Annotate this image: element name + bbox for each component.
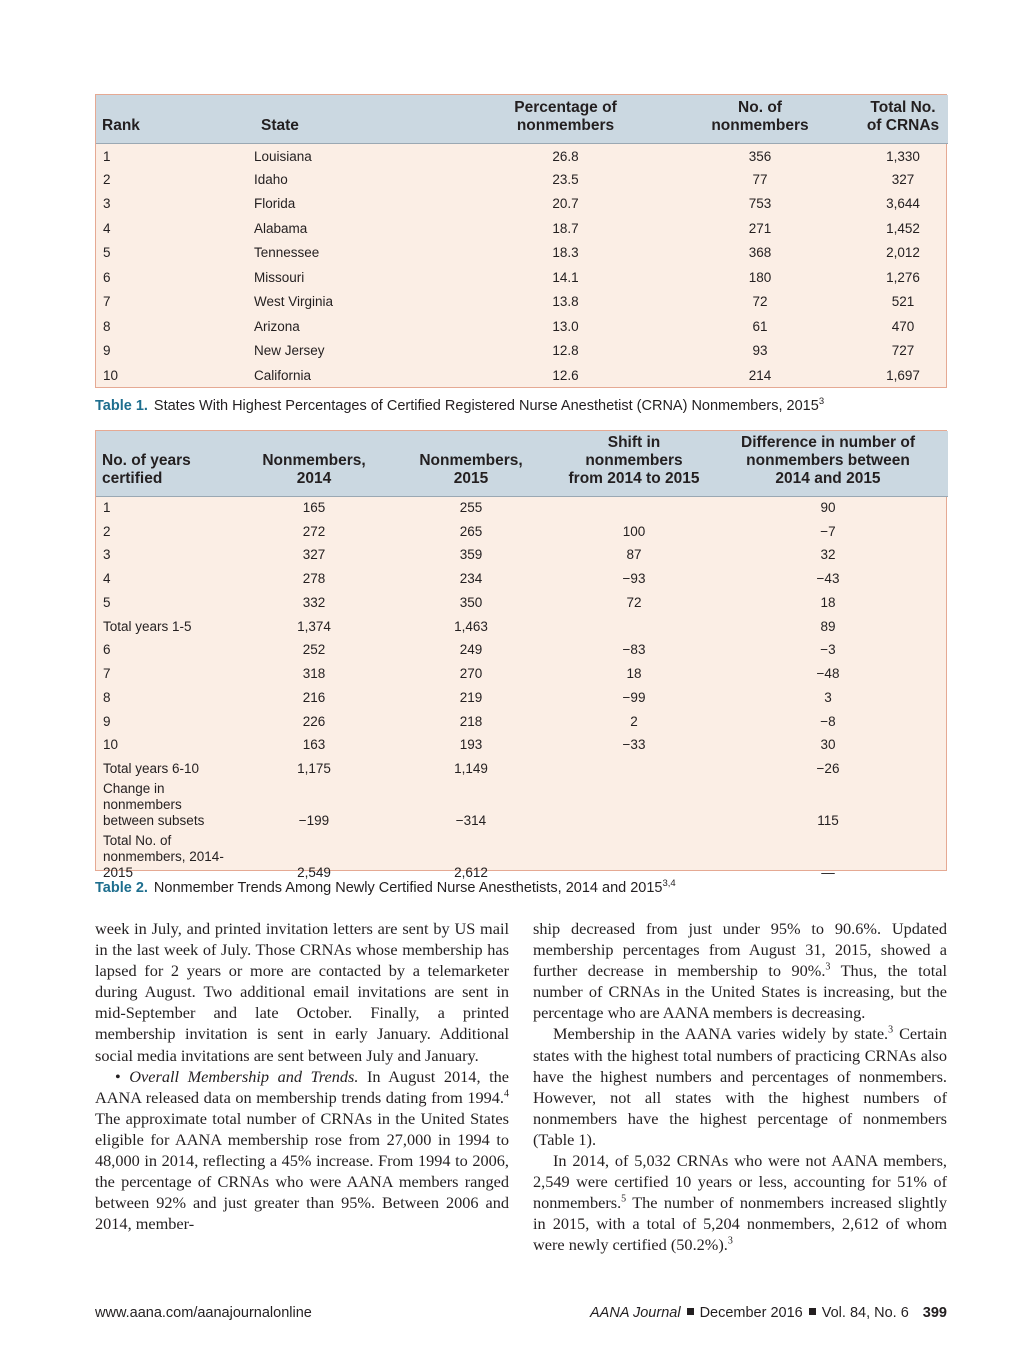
cell-state: New Jersey (254, 343, 325, 359)
caption-ref: 3 (818, 396, 825, 407)
caption-ref: 3,4 (662, 878, 676, 889)
caption-label: Table 1. (95, 397, 148, 414)
cell-shift: 72 (626, 594, 642, 610)
cell-percentage: 26.8 (552, 148, 579, 164)
cell-number: 368 (748, 245, 772, 261)
cell-total: 2,012 (886, 245, 920, 261)
footer-volume: Vol. 84, No. 6 (821, 1305, 909, 1321)
col-header-number: No. of nonmembers (662, 95, 858, 143)
cell-rank: 3 (103, 196, 111, 212)
cell-nonmembers-2015: 218 (459, 713, 483, 729)
cell-difference: 18 (820, 594, 836, 610)
cell-nonmembers-2014: 252 (302, 642, 326, 658)
cell-total: 3,644 (886, 196, 920, 212)
table-header-row (96, 95, 948, 143)
cell-difference: 3 (824, 689, 832, 705)
cell-state: Missouri (254, 269, 305, 285)
cell-number: 356 (748, 148, 772, 164)
cell-rank: 5 (103, 245, 111, 261)
cell-shift: −99 (622, 689, 646, 705)
cell-years: Total years 1-5 (103, 618, 192, 634)
cell-rank: 9 (103, 343, 111, 359)
cell-years: 10 (103, 737, 119, 753)
col-header-nonmembers-2015: Nonmembers, 2015 (382, 431, 560, 496)
footer-url[interactable]: www.aana.com/aanajournalonline (95, 1305, 312, 1321)
cell-shift (560, 496, 708, 520)
cell-difference: 30 (820, 737, 836, 753)
cell-nonmembers-2014: 318 (302, 666, 326, 682)
table-row (96, 496, 948, 520)
cell-nonmembers-2014: 1,175 (297, 761, 331, 777)
cell-years: 1 (103, 500, 111, 516)
cell-total: 470 (891, 318, 915, 334)
table-row (96, 615, 948, 639)
cell-nonmembers-2015: 219 (459, 689, 483, 705)
table-row (96, 686, 948, 710)
citation-ref: 4 (504, 1088, 509, 1100)
cell-years: 5 (103, 594, 111, 610)
cell-nonmembers-2015: 270 (459, 666, 483, 682)
table-row (96, 315, 948, 340)
cell-number: 61 (752, 318, 768, 334)
table-1 (95, 94, 947, 388)
cell-nonmembers-2014: 163 (302, 737, 326, 753)
cell-total: 1,330 (886, 148, 920, 164)
table-row (96, 192, 948, 217)
cell-percentage: 20.7 (552, 196, 579, 212)
paragraph: In 2014, of 5,032 CRNAs who were not AANA members, 2,549 were certified 10 years or less, accounting for 51% of nonmembers.$^5$ The number of nonmembers increased slightly in 2015, with a total of 5,204 nonmembers, 2,612 of whom were newly certified (50.2%).$^3$ (533, 1151, 947, 1255)
cell-total: 327 (891, 171, 915, 187)
cell-percentage: 12.8 (552, 343, 579, 359)
cell-nonmembers-2014: 1,374 (297, 618, 331, 634)
paragraph: ship decreased from just under 95% to 90.6%. Updated membership percentages from August 31, 2015, showed a further decrease in membership to 90%.$^3$ Thus, the total number of CRNAs in the United States is increasing, but the percentage who are AANA members is decreasing. (533, 919, 948, 1023)
table-row (96, 339, 948, 364)
table-header-row (96, 431, 948, 496)
cell-percentage: 18.3 (552, 245, 579, 261)
cell-shift: −33 (622, 737, 646, 753)
cell-shift: 100 (622, 523, 646, 539)
table-row (96, 591, 948, 615)
cell-nonmembers-2014: 332 (302, 594, 326, 610)
cell-years: Total No. of nonmembers, 2014-2015 (103, 833, 224, 880)
cell-years: 4 (103, 571, 111, 587)
cell-rank: 7 (103, 294, 111, 310)
col-header-nonmembers-2014: Nonmembers, 2014 (246, 431, 382, 496)
table-row (96, 662, 948, 686)
cell-state: California (254, 367, 312, 383)
cell-total: 1,276 (886, 269, 920, 285)
cell-state: West Virginia (254, 294, 334, 310)
cell-nonmembers-2015: 1,149 (454, 761, 488, 777)
cell-number: 214 (748, 367, 772, 383)
cell-nonmembers-2014: 216 (302, 689, 326, 705)
cell-percentage: 23.5 (552, 171, 579, 187)
cell-total: 1,452 (886, 220, 920, 236)
cell-nonmembers-2015: −314 (455, 813, 487, 828)
cell-years: 9 (103, 713, 111, 729)
table-row (96, 241, 948, 266)
cell-years: 3 (103, 547, 111, 563)
table-row (96, 734, 948, 758)
cell-percentage: 13.8 (552, 294, 579, 310)
cell-shift (560, 781, 708, 833)
cell-nonmembers-2014: 2,549 (297, 865, 331, 880)
col-header-percentage: Percentage of nonmembers (469, 95, 662, 143)
cell-difference: −26 (816, 761, 840, 777)
cell-state: Alabama (254, 220, 308, 236)
cell-difference: −7 (820, 523, 836, 539)
cell-nonmembers-2014: 226 (302, 713, 326, 729)
cell-shift: 18 (626, 666, 642, 682)
page-number: 399 (922, 1305, 947, 1321)
cell-nonmembers-2014: 327 (302, 547, 326, 563)
cell-number: 72 (752, 294, 768, 310)
table-1-caption (95, 396, 824, 414)
cell-years: Total years 6-10 (103, 761, 200, 777)
cell-years: Change in nonmembers between subsets (103, 781, 205, 828)
cell-total: 521 (891, 294, 915, 310)
cell-rank: 10 (103, 367, 119, 383)
cell-difference: −43 (816, 571, 840, 587)
cell-rank: 4 (103, 220, 111, 236)
square-bullet-icon (809, 1308, 816, 1315)
cell-difference: 90 (820, 500, 836, 516)
cell-shift: 87 (626, 547, 642, 563)
paragraph: • Overall Membership and Trends. In August 2014, the AANA released data on membership trends dating from 1994.$^4$ The approximate total number of CRNAs in the United States eligible for AANA membership rose from 27,000 in 1994 to 48,000 in 2014, reflecting a 45% increase. From 1994 to 2006, the percentage of CRNAs who were AANA members ranged between 92% and just greater than 95%. Between 2006 and 2014, member- (95, 1066, 509, 1234)
table-2 (95, 430, 947, 880)
cell-number: 271 (748, 220, 772, 236)
caption-text: States With Highest Percentages of Certified Registered Nurse Anesthetist (CRNA) Nonmembers, 2015 (153, 397, 819, 414)
body-column-left (95, 918, 509, 1234)
footer-journal: AANA Journal (590, 1305, 681, 1321)
caption-text: Nonmember Trends Among Newly Certified Nurse Anesthetists, 2014 and 2015 (153, 879, 663, 896)
cell-state: Louisiana (254, 148, 312, 164)
table-row (96, 544, 948, 568)
col-header-shift: Shift in nonmembers from 2014 to 2015 (560, 431, 708, 496)
cell-percentage: 12.6 (552, 367, 579, 383)
cell-difference: 89 (820, 618, 836, 634)
cell-nonmembers-2014: 165 (302, 500, 326, 516)
cell-total: 727 (891, 343, 915, 359)
cell-nonmembers-2015: 234 (459, 571, 483, 587)
col-header-state: State (247, 95, 469, 143)
cell-rank: 2 (103, 171, 111, 187)
cell-nonmembers-2015: 193 (459, 737, 483, 753)
section-heading: Overall Membership and Trends. (129, 1066, 359, 1086)
cell-number: 93 (752, 343, 768, 359)
cell-state: Idaho (254, 171, 288, 187)
table-2-caption (95, 878, 676, 896)
cell-total: 1,697 (886, 367, 920, 383)
cell-difference: 115 (817, 813, 839, 828)
cell-nonmembers-2015: 359 (459, 547, 483, 563)
cell-years: 2 (103, 523, 111, 539)
cell-percentage: 13.0 (552, 318, 579, 334)
table-row (96, 266, 948, 291)
cell-shift (560, 615, 708, 639)
citation-ref: 3 (825, 961, 831, 973)
table-row (96, 217, 948, 242)
table-row (96, 757, 948, 781)
cell-shift: −83 (622, 642, 646, 658)
cell-nonmembers-2014: 272 (302, 523, 326, 539)
col-header-difference: Difference in number of nonmembers between 2014 and 2015 (708, 431, 948, 496)
table-row (96, 143, 948, 168)
cell-years: 6 (103, 642, 111, 658)
table-row (96, 710, 948, 734)
citation-ref: 3 (727, 1235, 733, 1247)
cell-percentage: 18.7 (552, 220, 579, 236)
cell-nonmembers-2014: −199 (298, 813, 330, 828)
table-row (96, 520, 948, 544)
col-header-rank: Rank (96, 95, 247, 143)
table-row (96, 290, 948, 315)
cell-rank: 1 (103, 148, 111, 164)
cell-difference: — (821, 865, 835, 880)
cell-difference: −8 (820, 713, 836, 729)
cell-rank: 8 (103, 318, 111, 334)
square-bullet-icon (687, 1308, 694, 1315)
table-row (96, 639, 948, 663)
cell-percentage: 14.1 (552, 269, 579, 285)
cell-years: 7 (103, 666, 111, 682)
cell-number: 77 (752, 171, 768, 187)
cell-nonmembers-2015: 255 (459, 500, 483, 516)
cell-nonmembers-2014: 278 (302, 571, 326, 587)
table-row (96, 364, 948, 389)
col-header-total: Total No. of CRNAs (858, 95, 948, 143)
citation-ref: 3 (888, 1025, 894, 1037)
cell-nonmembers-2015: 2,612 (454, 865, 488, 880)
table-row (96, 567, 948, 591)
cell-difference: −48 (816, 666, 840, 682)
table-row (96, 781, 948, 833)
cell-difference: 32 (820, 547, 836, 563)
paragraph: Membership in the AANA varies widely by state.$^3$ Certain states with the highest total numbers of practicing CRNAs also have the highest numbers and percentages of nonmembers. However, not all states with the highest numbers of nonmembers have the highest percentage of nonmembers (Table 1). (533, 1024, 947, 1149)
caption-label: Table 2. (95, 879, 148, 896)
cell-state: Florida (254, 196, 296, 212)
cell-nonmembers-2015: 350 (459, 594, 483, 610)
cell-number: 753 (748, 196, 772, 212)
cell-nonmembers-2015: 1,463 (454, 618, 488, 634)
paragraph: week in July, and printed invitation letters are sent by US mail in the last week of July. Those CRNAs whose membership has lapsed for 2 years or more are contacted by a telemarketer during August. Two additional email invitations are sent in mid-September and late October. Finally, a printed membership invitation is sent in early January. Additional social media invitations are sent between July and January. (95, 919, 509, 1065)
footer-date: December 2016 (699, 1305, 803, 1321)
table-row (96, 168, 948, 193)
body-column-right (533, 918, 947, 1256)
col-header-years: No. of years certified (96, 431, 246, 496)
cell-number: 180 (748, 269, 772, 285)
footer-citation (590, 1305, 947, 1321)
cell-state: Arizona (254, 318, 300, 334)
cell-nonmembers-2015: 265 (459, 523, 483, 539)
citation-ref: 5 (621, 1193, 627, 1205)
cell-shift: 2 (630, 713, 638, 729)
cell-difference: −3 (820, 642, 836, 658)
cell-shift (560, 757, 708, 781)
cell-years: 8 (103, 689, 111, 705)
cell-state: Tennessee (254, 245, 320, 261)
cell-rank: 6 (103, 269, 111, 285)
cell-nonmembers-2015: 249 (459, 642, 483, 658)
cell-shift: −93 (622, 571, 646, 587)
